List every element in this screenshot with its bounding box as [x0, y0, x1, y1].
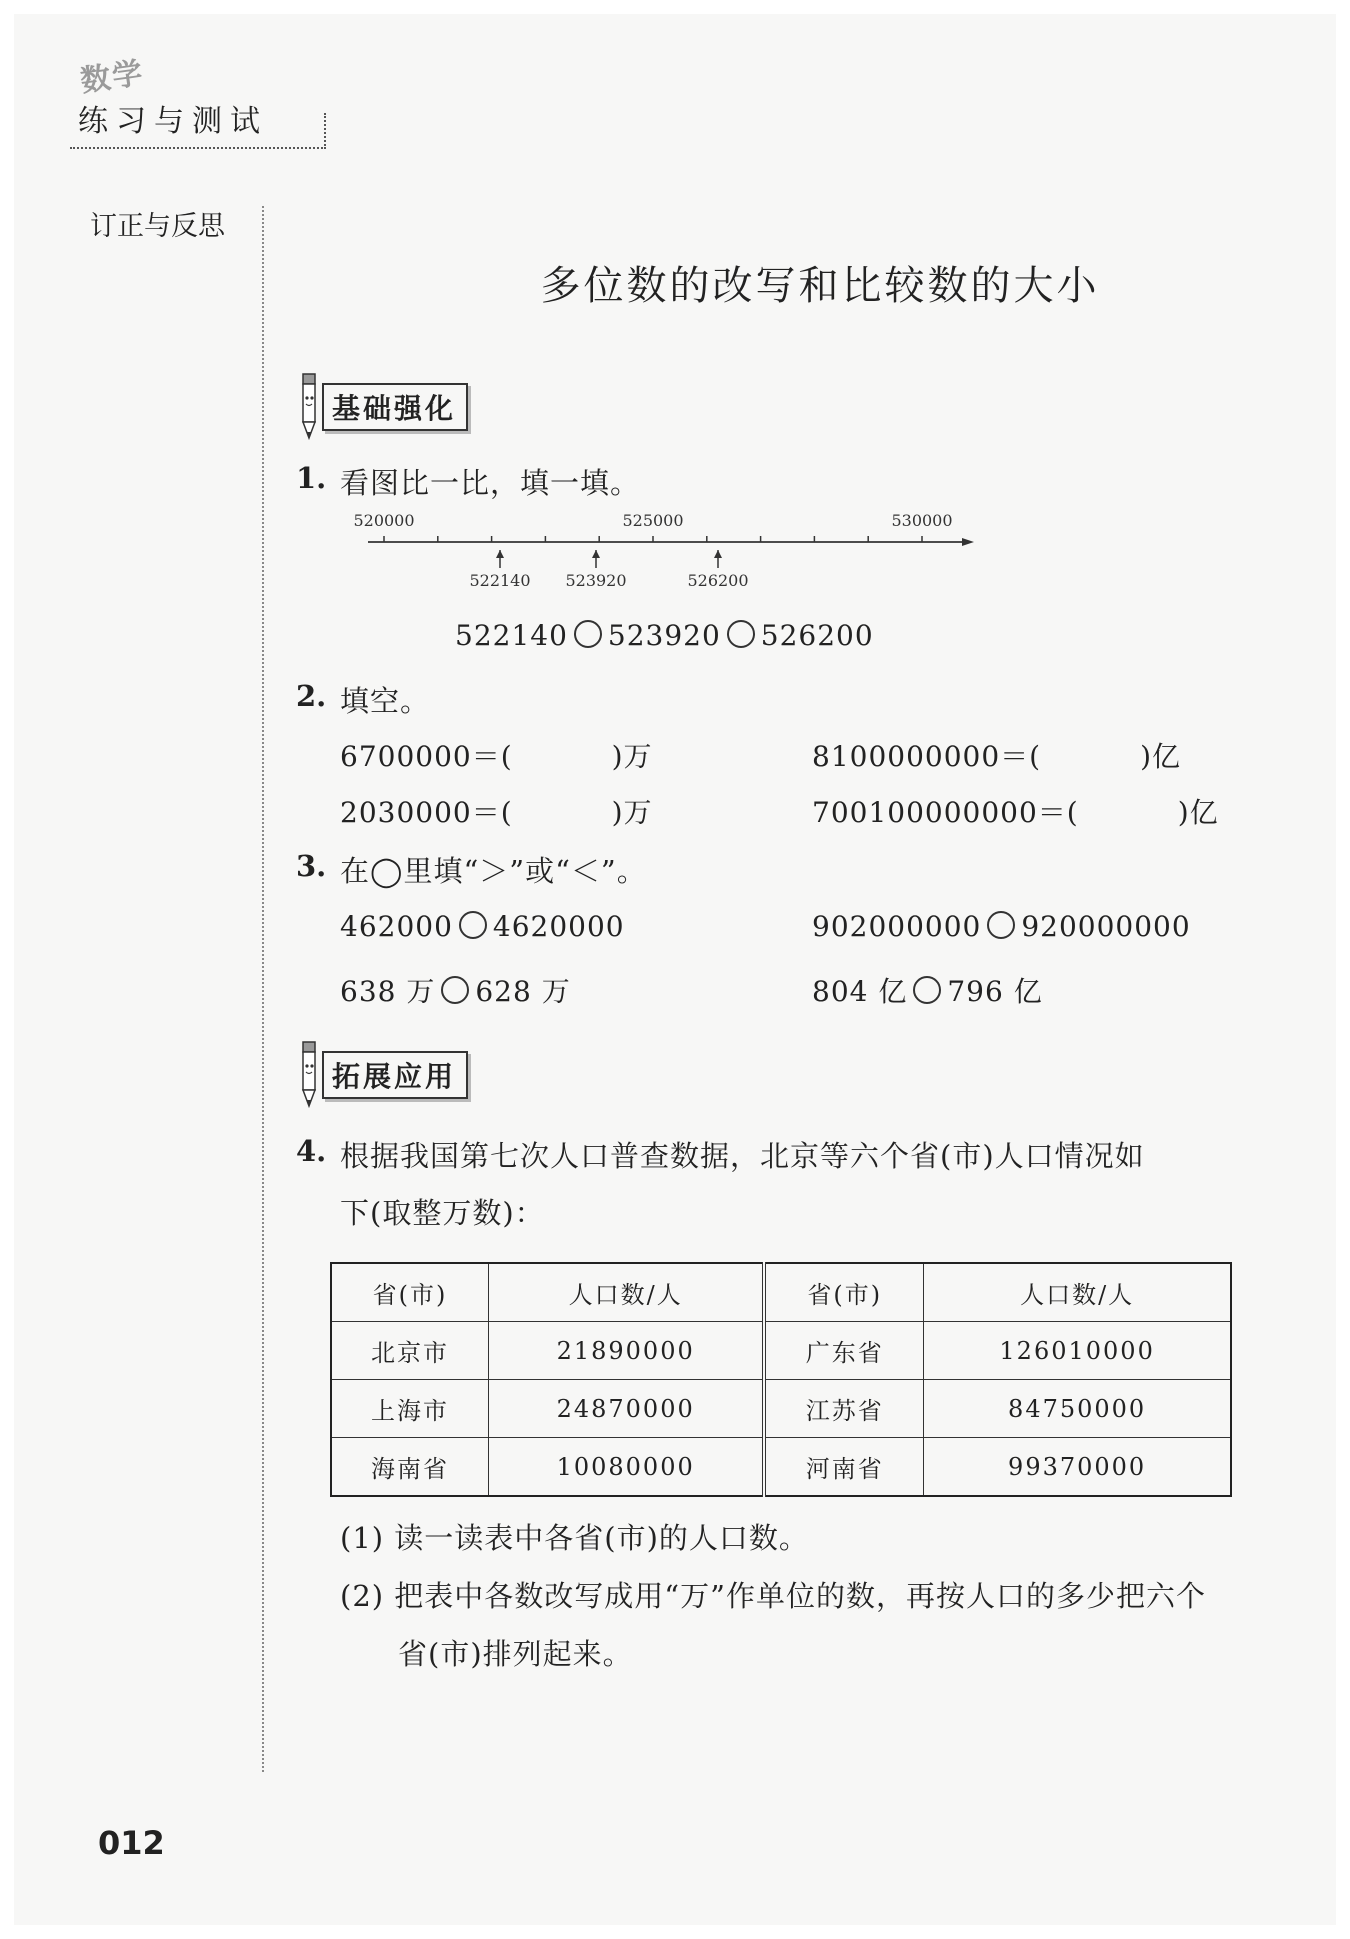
q1-number: 1. — [296, 461, 327, 495]
q2-item-2[interactable]: 8100000000＝( )亿 — [812, 740, 1181, 773]
cell-province: 海南省 — [331, 1438, 489, 1497]
table-row — [331, 1322, 1231, 1380]
cell-province: 河南省 — [764, 1438, 923, 1497]
q2-item-4[interactable]: 700100000000＝( )亿 — [812, 796, 1219, 829]
q4-sub2-line1: (2) 把表中各数改写成用“万”作单位的数，再按人口的多少把六个 — [340, 1579, 1206, 1613]
q1-text: 看图比一比，填一填。 — [340, 466, 641, 500]
q1-compare-c: 526200 — [760, 619, 874, 652]
cell-province: 上海市 — [331, 1380, 489, 1438]
svg-text:522140: 522140 — [469, 571, 531, 590]
q2-number: 2. — [296, 679, 327, 713]
number-line — [350, 508, 990, 590]
q2-item-1[interactable]: 6700000＝( )万 — [340, 740, 653, 773]
table-row — [331, 1438, 1231, 1497]
page-title: 多位数的改写和比较数的大小 — [540, 263, 1100, 309]
population-table — [330, 1262, 1232, 1497]
cell-population: 21890000 — [489, 1322, 765, 1380]
q3-text: 在◯里填“＞”或“＜”。 — [340, 854, 647, 888]
number-line-arrow — [962, 538, 974, 546]
table-row — [331, 1380, 1231, 1438]
section-basic — [296, 372, 468, 442]
cell-province: 北京市 — [331, 1322, 489, 1380]
svg-text:523920: 523920 — [565, 571, 627, 590]
q3-pair-1: 462000 4620000 — [340, 910, 625, 943]
header-population: 人口数/人 — [924, 1263, 1231, 1322]
q4-text-line2: 下(取整万数)： — [340, 1196, 545, 1230]
number-line-ticks — [384, 536, 922, 542]
marker-526200 — [687, 550, 748, 590]
section-extend-label: 拓展应用 — [322, 1051, 468, 1099]
header-province: 省(市) — [764, 1263, 923, 1322]
axis-label-520000: 520000 — [353, 511, 415, 530]
q4-sub2-line2: 省(市)排列起来。 — [398, 1637, 633, 1671]
q3-number: 3. — [296, 849, 327, 883]
q3-pair-3: 638 万 628 万 — [340, 975, 571, 1008]
header-province: 省(市) — [331, 1263, 489, 1322]
cell-province: 广东省 — [764, 1322, 923, 1380]
section-extend — [296, 1040, 468, 1110]
q4-number: 4. — [296, 1134, 327, 1168]
q4-text-line1: 根据我国第七次人口普查数据，北京等六个省(市)人口情况如 — [340, 1139, 1145, 1173]
table-header-row — [331, 1263, 1231, 1322]
margin-divider — [262, 206, 264, 1772]
axis-label-530000: 530000 — [891, 511, 953, 530]
axis-label-525000: 525000 — [622, 511, 684, 530]
answer-circle[interactable] — [574, 620, 602, 648]
q1-compare-b: 523920 — [607, 619, 721, 652]
q3-pair-2: 902000000 920000000 — [812, 910, 1191, 943]
pencil-icon — [296, 372, 322, 442]
cell-population: 126010000 — [924, 1322, 1231, 1380]
svg-text:526200: 526200 — [687, 571, 749, 590]
cell-population: 99370000 — [924, 1438, 1231, 1497]
pencil-icon — [296, 1040, 322, 1110]
cell-population: 84750000 — [924, 1380, 1231, 1438]
cell-province: 江苏省 — [764, 1380, 923, 1438]
page-number: 012 — [98, 1824, 165, 1862]
answer-circle[interactable] — [727, 620, 755, 648]
cell-population: 24870000 — [489, 1380, 765, 1438]
header-population: 人口数/人 — [489, 1263, 765, 1322]
q4-sub1: (1) 读一读表中各省(市)的人口数。 — [340, 1521, 809, 1555]
book-title: 练习与测试 — [78, 104, 268, 139]
marker-522140 — [469, 550, 530, 590]
answer-circle[interactable] — [987, 911, 1015, 939]
q3-pair-4: 804 亿 796 亿 — [812, 975, 1043, 1008]
marker-523920 — [565, 550, 626, 590]
answer-circle[interactable] — [913, 976, 941, 1004]
q2-item-3[interactable]: 2030000＝( )万 — [340, 796, 653, 829]
q1-compare-row — [455, 619, 874, 652]
q2-text: 填空。 — [340, 684, 431, 718]
q1-compare-a: 522140 — [455, 619, 568, 652]
correction-reflection-label: 订正与反思 — [90, 211, 225, 242]
answer-circle[interactable] — [459, 911, 487, 939]
cell-population: 10080000 — [489, 1438, 765, 1497]
section-basic-label: 基础强化 — [322, 383, 468, 431]
answer-circle[interactable] — [441, 976, 469, 1004]
subject-logo: 数学 — [78, 55, 147, 100]
